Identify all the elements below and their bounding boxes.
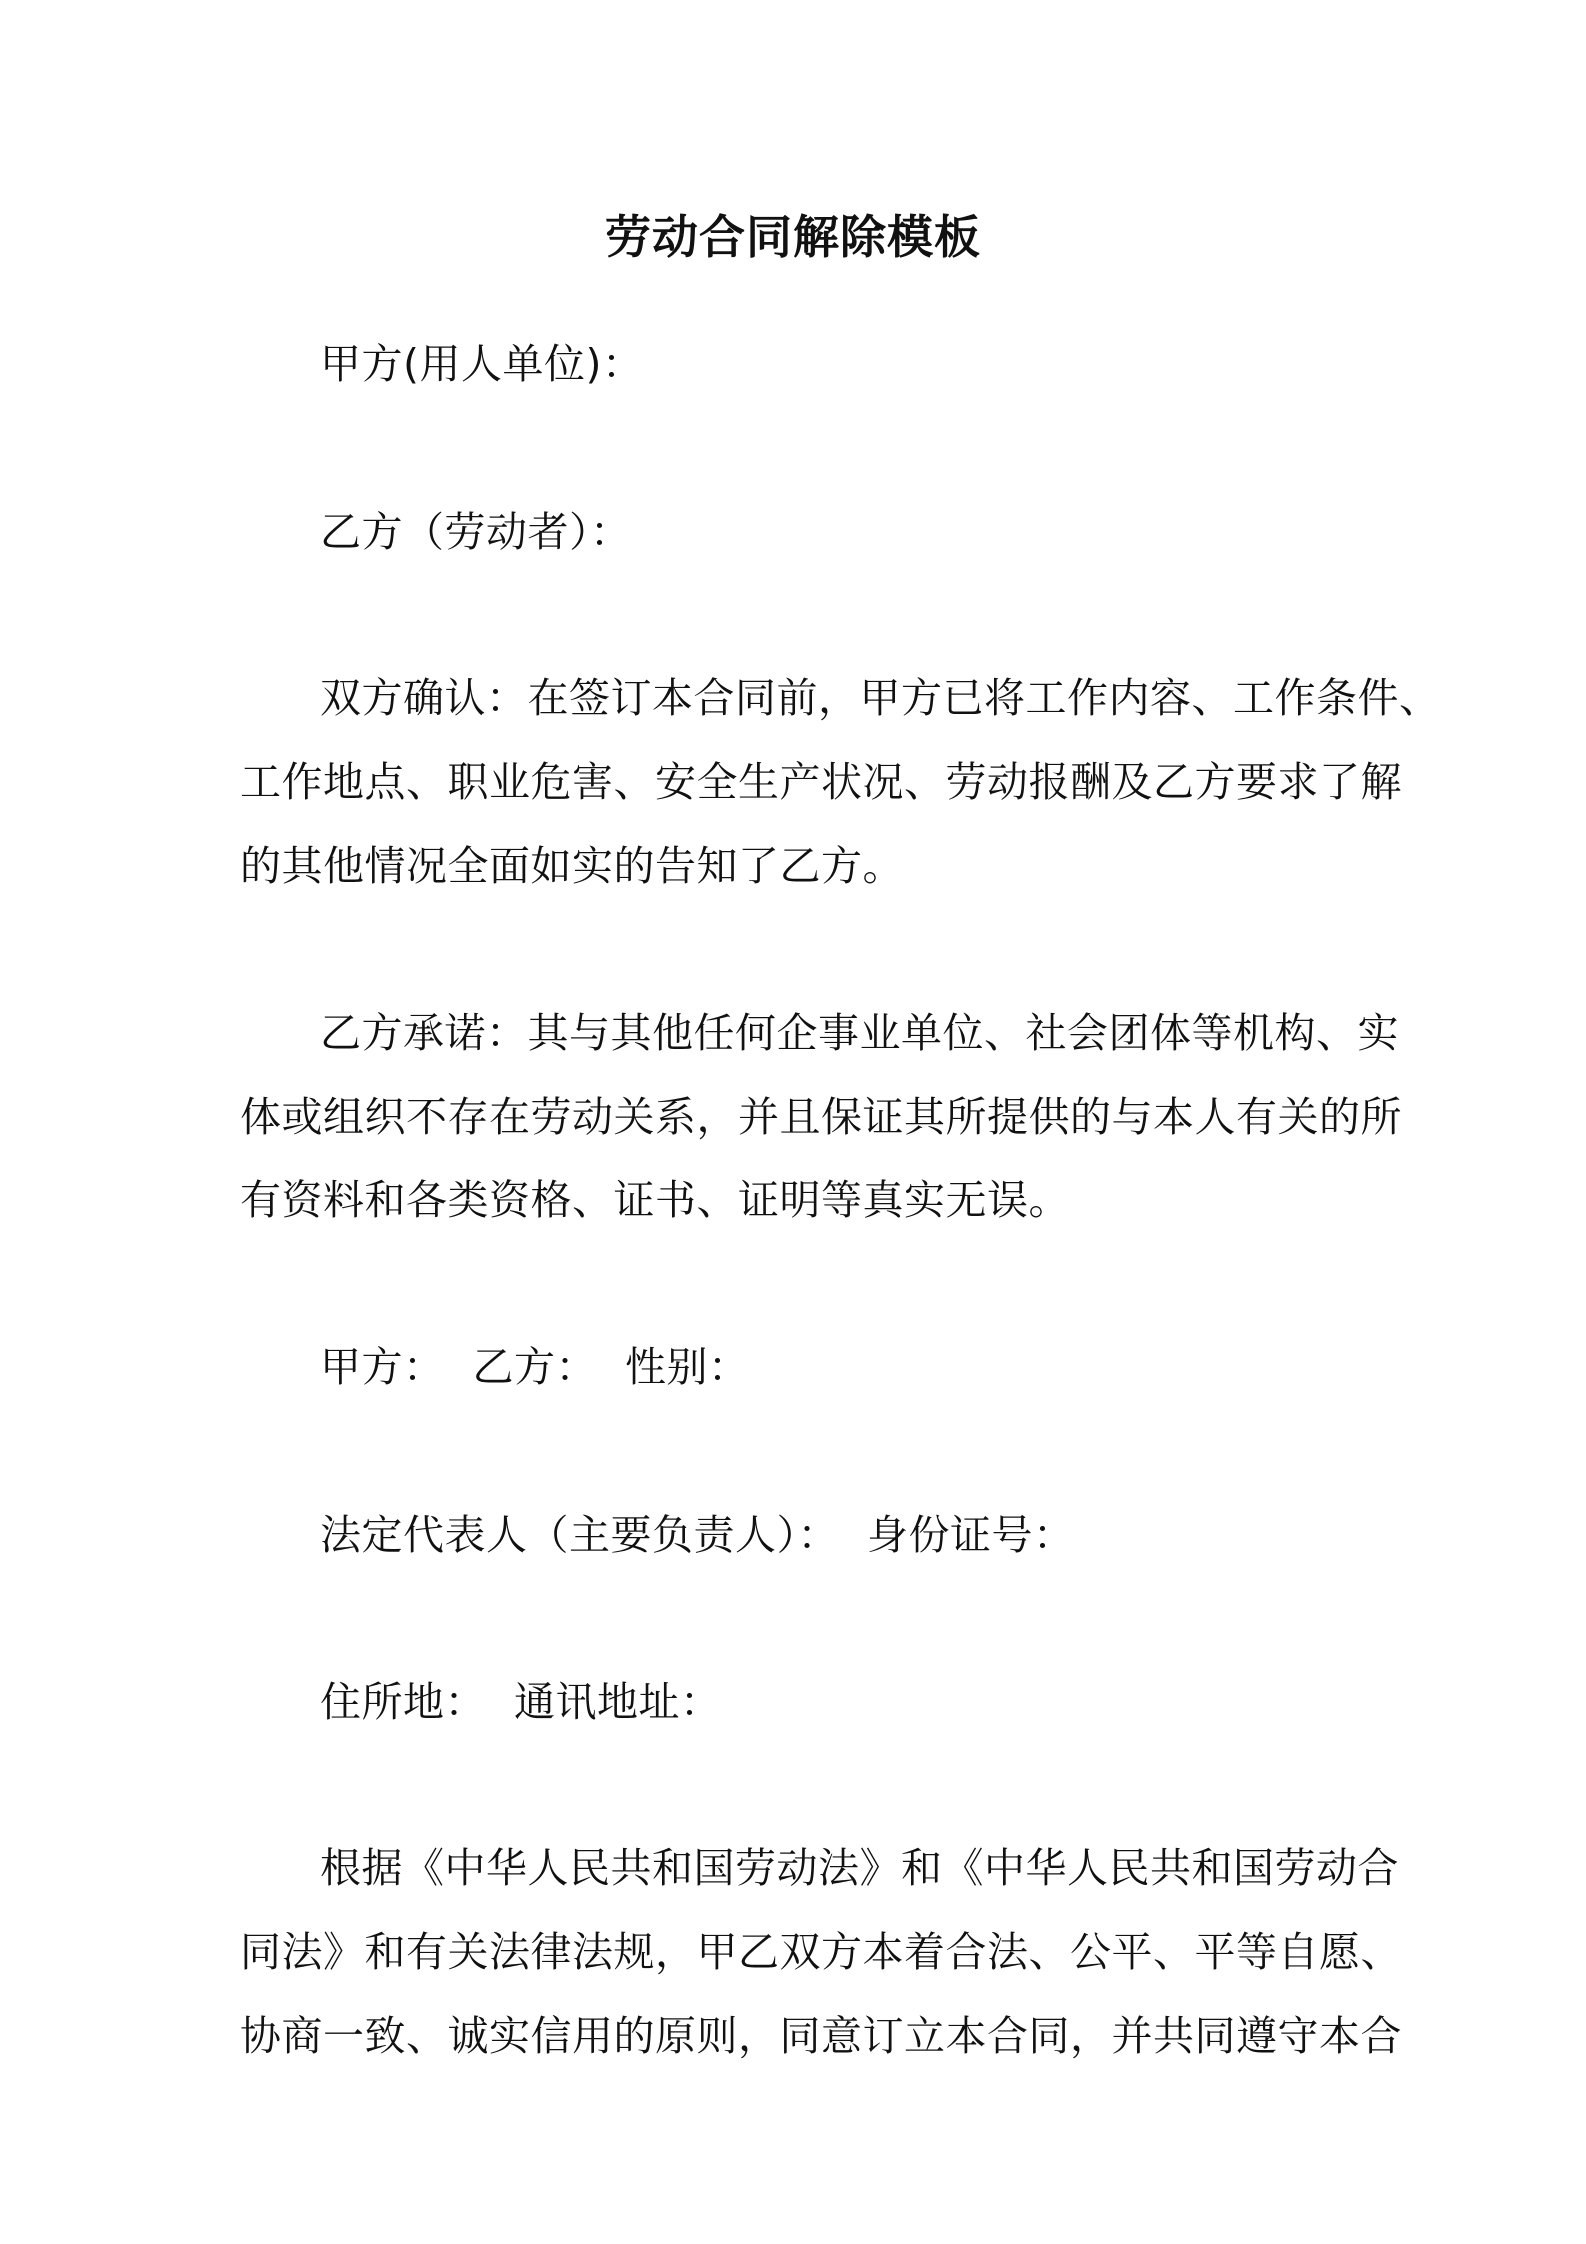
paragraph-line: 同法》和有关法律法规，甲乙双方本着合法、公平、平等自愿、 xyxy=(240,1928,1402,1976)
paragraph-line: 根据《中华人民共和国劳动法》和《中华人民共和国劳动合 xyxy=(320,1844,1399,1892)
paragraph-line: 体或组织不存在劳动关系，并且保证其所提供的与本人有关的所 xyxy=(240,1093,1402,1141)
party-a-label: 甲方(用人单位)： xyxy=(320,340,644,388)
party-a-field-label: 甲方： xyxy=(320,1343,445,1391)
fields-row-address xyxy=(320,1672,722,1732)
party-b-field-label: 乙方： xyxy=(472,1343,597,1391)
fields-row-representative xyxy=(320,1505,1075,1565)
mailing-address-field-label: 通讯地址： xyxy=(514,1678,722,1726)
fields-row-parties xyxy=(320,1337,750,1397)
id-number-field-label: 身份证号： xyxy=(867,1511,1075,1559)
legal-rep-field-label: 法定代表人（主要负责人）： xyxy=(320,1511,839,1559)
document-title: 劳动合同解除模板 xyxy=(605,210,981,264)
paragraph-line: 乙方承诺：其与其他任何企事业单位、社会团体等机构、实 xyxy=(320,1009,1399,1057)
paragraph-line: 协商一致、诚实信用的原则，同意订立本合同，并共同遵守本合 xyxy=(240,2012,1402,2060)
paragraph-line: 有资料和各类资格、证书、证明等真实无误。 xyxy=(240,1176,1070,1224)
gender-field-label: 性别： xyxy=(625,1343,750,1391)
paragraph-line: 双方确认：在签订本合同前，甲方已将工作内容、工作条件、 xyxy=(320,674,1441,722)
paragraph-line: 的其他情况全面如实的告知了乙方。 xyxy=(240,842,904,890)
paragraph-line: 工作地点、职业危害、安全生产状况、劳动报酬及乙方要求了解 xyxy=(240,758,1402,806)
residence-field-label: 住所地： xyxy=(320,1678,486,1726)
party-b-label: 乙方（劳动者）： xyxy=(320,508,632,556)
